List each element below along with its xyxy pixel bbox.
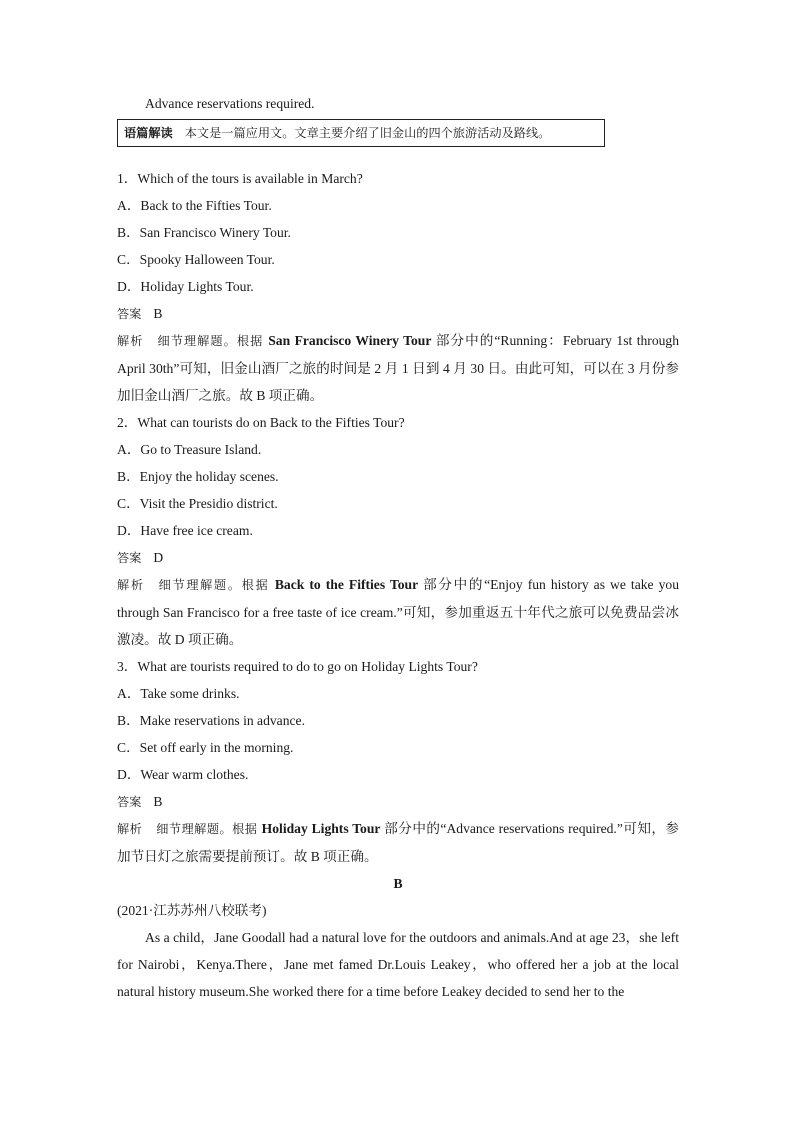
option-b: B．Make reservations in advance. bbox=[117, 713, 305, 728]
option-a: A．Go to Treasure Island. bbox=[117, 442, 262, 457]
analysis-bold: San Francisco Winery Tour bbox=[268, 333, 432, 348]
analysis-paragraph bbox=[117, 327, 679, 409]
option-d: D．Holiday Lights Tour. bbox=[117, 279, 254, 294]
answer-line bbox=[117, 544, 679, 571]
option-d: D．Wear warm clothes. bbox=[117, 767, 249, 782]
answer-label: 答案 bbox=[117, 551, 142, 565]
analysis-label: 解析 bbox=[117, 822, 143, 836]
option-b: B．San Francisco Winery Tour. bbox=[117, 225, 291, 240]
question-block bbox=[117, 165, 679, 409]
analysis-bold: Back to the Fifties Tour bbox=[274, 577, 419, 592]
option-c: C．Set off early in the morning. bbox=[117, 740, 294, 755]
analysis-pre: 细节理解题。根据 bbox=[157, 334, 269, 348]
summary-tag: 语篇解读 bbox=[124, 126, 173, 140]
answer-label: 答案 bbox=[117, 307, 142, 321]
summary-text: 本文是一篇应用文。文章主要介绍了旧金山的四个旅游活动及路线。 bbox=[184, 126, 551, 140]
answer-label: 答案 bbox=[117, 795, 142, 809]
question-block bbox=[117, 409, 679, 653]
option-d: D．Have free ice cream. bbox=[117, 523, 253, 538]
answer-value: D bbox=[153, 550, 164, 565]
question-block bbox=[117, 653, 679, 870]
answer-line bbox=[117, 788, 679, 815]
option-b: B．Enjoy the holiday scenes. bbox=[117, 469, 279, 484]
summary-box bbox=[117, 119, 605, 147]
intro-line: Advance reservations required. bbox=[145, 96, 315, 111]
option-a: A．Back to the Fifties Tour. bbox=[117, 198, 272, 213]
question-stem: 3．What are tourists required to do to go on Holiday Lights Tour? bbox=[117, 659, 478, 674]
section-title: B bbox=[393, 876, 403, 891]
answer-value: B bbox=[153, 794, 163, 809]
analysis-post: 部分中的“Enjoy fun history as we take you through San Francisco for a free taste of ice cream.”可知，参加重返五十年代之旅可以免费品尝冰激凌。故 D 项正确。 bbox=[117, 577, 679, 647]
analysis-label: 解析 bbox=[117, 334, 144, 348]
analysis-post: 部分中的“Advance reservations required.”可知，参加节日灯之旅需要提前预订。故 B 项正确。 bbox=[117, 821, 680, 864]
option-a: A．Take some drinks. bbox=[117, 686, 240, 701]
analysis-post: 部分中的“Running：February 1st through April 30th”可知，旧金山酒厂之旅的时间是 2 月 1 日到 4 月 30 日。由此可知，可以在 3 月份参加旧金山酒厂之旅。故 B 项正确。 bbox=[117, 333, 680, 403]
document-page bbox=[117, 90, 679, 1005]
question-stem: 1．Which of the tours is available in March? bbox=[117, 171, 363, 186]
option-c: C．Spooky Halloween Tour. bbox=[117, 252, 275, 267]
source-line: (2021·江苏苏州八校联考) bbox=[117, 903, 267, 918]
analysis-paragraph bbox=[117, 815, 679, 870]
answer-line bbox=[117, 300, 679, 327]
option-c: C．Visit the Presidio district. bbox=[117, 496, 278, 511]
analysis-paragraph bbox=[117, 571, 679, 653]
question-stem: 2．What can tourists do on Back to the Fifties Tour? bbox=[117, 415, 405, 430]
analysis-bold: Holiday Lights Tour bbox=[261, 821, 381, 836]
analysis-label: 解析 bbox=[117, 578, 145, 592]
answer-value: B bbox=[153, 306, 163, 321]
passage-paragraph: As a child，Jane Goodall had a natural love for the outdoors and animals.And at age 23，she left for Nairobi，Kenya.There，Jane met famed Dr.Louis Leakey，who offered her a job at the local natural history museum.She worked there for a time before Leakey decided to send her to the bbox=[117, 930, 679, 999]
analysis-pre: 细节理解题。根据 bbox=[158, 578, 275, 592]
analysis-pre: 细节理解题。根据 bbox=[156, 822, 262, 836]
